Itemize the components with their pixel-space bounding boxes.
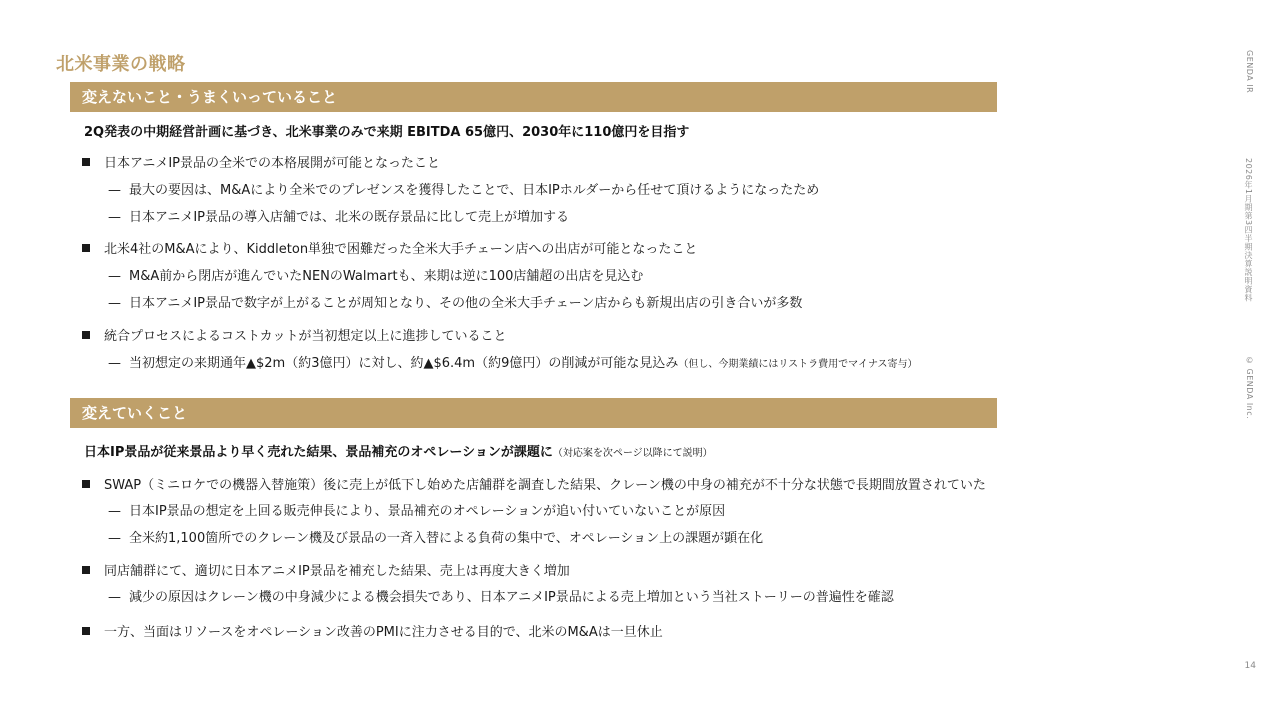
dash-marker: — (108, 183, 121, 198)
square-bullet-icon (82, 158, 90, 166)
square-bullet-icon (82, 627, 90, 635)
copyright-side-label: © GENDA Inc. (1245, 356, 1254, 420)
sub-item-text: 日本アニメIP景品の導入店舗では、北米の既存景品に比して売上が増加する (129, 210, 570, 225)
dash-marker: — (108, 210, 121, 225)
dash-marker: — (108, 504, 121, 519)
sub-item (108, 265, 643, 284)
square-bullet-icon (82, 331, 90, 339)
bullet-item (82, 621, 663, 640)
bullet-item (82, 474, 986, 493)
dash-marker: — (108, 269, 121, 284)
section1-lead: 2Q発表の中期経営計画に基づき、北米事業のみで来期 EBITDA 65億円、2030年に110億円を目指す (84, 125, 690, 140)
sub-item (108, 352, 918, 371)
square-bullet-icon (82, 244, 90, 252)
section-header-unchanged: 変えないこと・うまくいっていること (70, 82, 997, 112)
bullet-item (82, 152, 440, 171)
brand-side-label: GENDA IR (1245, 50, 1254, 94)
bullet-item (82, 238, 697, 257)
bullet-item (82, 325, 506, 344)
bullet-text: 統合プロセスによるコストカットが当初想定以上に進捗していること (104, 329, 507, 344)
sub-item-text: M&A前から閉店が進んでいたNENのWalmartも、来期は逆に100店舗超の出店を見込む (129, 269, 644, 284)
sub-item (108, 586, 894, 605)
sub-item-note: （但し、今期業績にはリストラ費用でマイナス寄与） (678, 359, 918, 370)
sub-item-text: 減少の原因はクレーン機の中身減少による機会損失であり、日本アニメIP景品による売上増加という当社ストーリーの普遍性を確認 (129, 590, 894, 605)
sub-item (108, 179, 819, 198)
sub-item-text: 当初想定の来期通年▲$2m（約3億円）に対し、約▲$6.4m（約9億円）の削減が可能な見込み (129, 356, 679, 371)
bullet-text: 一方、当面はリソースをオペレーション改善のPMIに注力させる目的で、北米のM&Aは一旦休止 (104, 625, 663, 640)
sub-item (108, 527, 763, 546)
section2-lead-text: 日本IP景品が従来景品より早く売れた結果、景品補充のオペレーションが課題に (84, 445, 553, 460)
dash-marker: — (108, 590, 121, 605)
dash-marker: — (108, 531, 121, 546)
bullet-item (82, 560, 570, 579)
bullet-text: 同店舗群にて、適切に日本アニメIP景品を補充した結果、売上は再度大きく増加 (104, 564, 570, 579)
sub-item (108, 206, 569, 225)
page-number: 14 (1244, 661, 1256, 671)
page-title: 北米事業の戦略 (56, 54, 186, 75)
bullet-text: 北米4社のM&Aにより、Kiddleton単独で困難だった全米大手チェーン店への出店が可能となったこと (104, 242, 698, 257)
section-header-changing: 変えていくこと (70, 398, 997, 428)
sub-item-text: 全米約1,100箇所でのクレーン機及び景品の一斉入替による負荷の集中で、オペレーション上の課題が顕在化 (129, 531, 764, 546)
square-bullet-icon (82, 566, 90, 574)
bullet-text: SWAP（ミニロケでの機器入替施策）後に売上が低下し始めた店舗群を調査した結果、クレーン機の中身の補充が不十分な状態で長期間放置されていた (104, 478, 986, 493)
section2-lead-note: （対応案を次ページ以降にて説明） (552, 448, 713, 459)
sub-item-text: 日本アニメIP景品で数字が上がることが周知となり、その他の全米大手チェーン店からも新規出店の引き合いが多数 (129, 296, 803, 311)
sub-item-text: 最大の要因は、M&Aにより全米でのプレゼンスを獲得したことで、日本IPホルダーから任せて頂けるようになったため (129, 183, 820, 198)
bullet-text: 日本アニメIP景品の全米での本格展開が可能となったこと (104, 156, 441, 171)
document-side-label: 2026年1月期第3四半期決算説明資料 (1244, 158, 1253, 303)
dash-marker: — (108, 296, 121, 311)
square-bullet-icon (82, 480, 90, 488)
section2-lead (84, 441, 713, 460)
dash-marker: — (108, 356, 121, 371)
sub-item (108, 500, 725, 519)
sub-item (108, 292, 802, 311)
sub-item-text: 日本IP景品の想定を上回る販売伸長により、景品補充のオペレーションが追い付いていないことが原因 (129, 504, 726, 519)
